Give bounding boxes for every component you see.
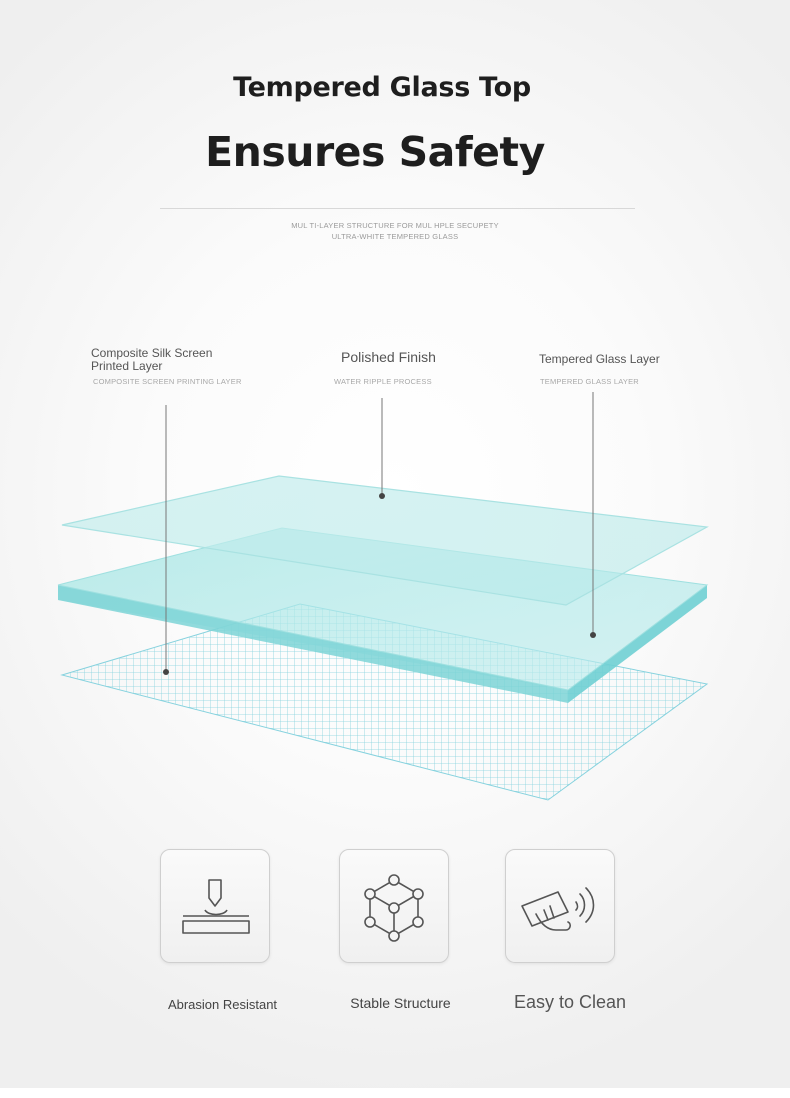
section-title: Tempered Glass Top: [233, 72, 531, 103]
leader-dot: [163, 669, 169, 675]
laser-engrave-icon: [161, 850, 271, 964]
feature-card-clean: [505, 849, 615, 963]
hand-wipe-icon: [506, 850, 616, 964]
feature-label-abrasion: Abrasion Resistant: [167, 997, 278, 1012]
layer-caption-polished: WATER RIPPLE PROCESS: [334, 377, 432, 386]
feature-card-abrasion: [160, 849, 270, 963]
subtitle-line-1: MUL TI-LAYER STRUCTURE FOR MUL HPLE SECUPETY: [291, 221, 499, 230]
layer-label-tempered: Tempered Glass Layer: [539, 352, 660, 366]
bottom-band: [0, 1088, 790, 1098]
cube-structure-icon: [340, 850, 450, 964]
feature-card-structure: [339, 849, 449, 963]
layer-label-polished: Polished Finish: [341, 349, 436, 365]
feature-label-clean: Easy to Clean: [513, 992, 627, 1012]
layer-caption-silk-screen: COMPOSITE SCREEN PRINTING LAYER: [93, 377, 242, 386]
feature-label-structure: Stable Structure: [350, 995, 451, 1011]
layer-label-silk-screen: Composite Silk Screen Printed Layer: [91, 346, 213, 373]
leader-dot: [379, 493, 385, 499]
section-headline: Ensures Safety: [205, 128, 545, 176]
layer-caption-tempered: TEMPERED GLASS LAYER: [540, 377, 639, 386]
subtitle-line-2: ULTRA-WHITE TEMPERED GLASS: [331, 232, 459, 241]
leader-dot: [590, 632, 596, 638]
